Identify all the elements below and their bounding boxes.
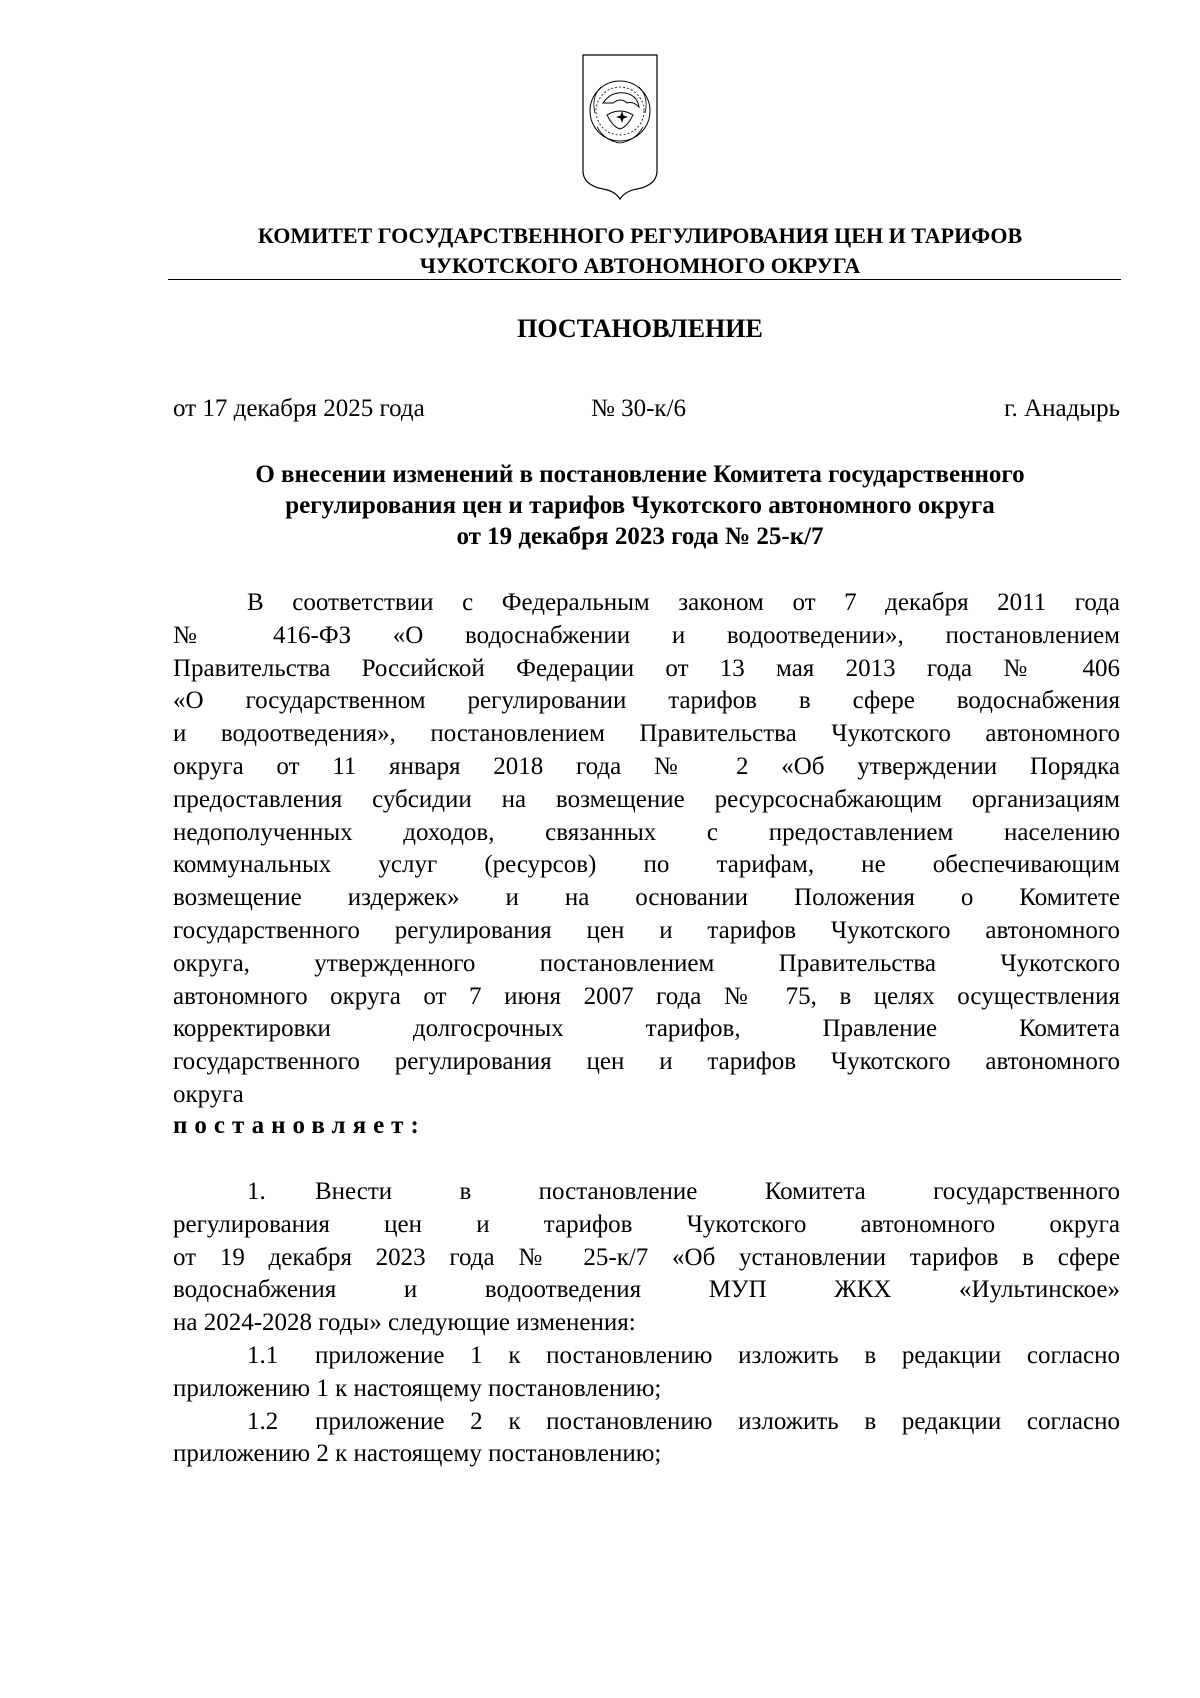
preamble-line: корректировки долгосрочных тарифов, Правление Комитета (173, 1015, 1120, 1043)
item-text: приложение 2 к постановлению изложить в редакции согласно (315, 1407, 1120, 1435)
item-line (173, 1406, 1120, 1439)
item-1-1 (173, 1340, 1120, 1406)
preamble-line: № 416-ФЗ «О водоснабжении и водоотведении», постановлением (173, 621, 1120, 649)
preamble-line: предоставления субсидии на возмещение ресурсоснабжающим организациям (173, 785, 1120, 813)
item-1-2 (173, 1406, 1120, 1472)
preamble-line: недополученных доходов, связанных с предоставлением населению (173, 818, 1120, 846)
item-line (173, 1176, 1120, 1209)
document-date: от 17 декабря 2025 года (173, 395, 425, 422)
item-line: от 19 декабря 2023 года № 25-к/7 «Об установлении тарифов в сфере (173, 1243, 1120, 1271)
item-line: приложению 2 к настоящему постановлению; (173, 1440, 662, 1468)
document-type-title: ПОСТАНОВЛЕНИЕ (517, 314, 763, 343)
coat-of-arms-emblem (581, 53, 659, 201)
preamble-line: В соответствии с Федеральным законом от 7 декабря 2011 года (247, 589, 1120, 616)
header-divider (168, 279, 1121, 280)
preamble-line: округа от 11 января 2018 года № 2 «Об утверждении Порядка (173, 752, 1120, 780)
document-subject (160, 459, 1120, 552)
item-text: Внести в постановление Комитета государственного (315, 1178, 1120, 1205)
preamble-line: государственного регулирования цен и тарифов Чукотского автономного (173, 1048, 1120, 1076)
preamble-line: коммунальных услуг (ресурсов) по тарифам, не обеспечивающим (173, 851, 1120, 879)
resolution-items (173, 1176, 1120, 1471)
document-number: № 30-к/6 (591, 395, 687, 422)
preamble-line: возмещение издержек» и на основании Положения о Комитете (173, 884, 1120, 912)
item-number: 1. (247, 1178, 266, 1205)
item-number: 1.2 (247, 1407, 279, 1435)
preamble-line: автономного округа от 7 июня 2007 года № 75, в целях осуществления (173, 982, 1120, 1010)
document-city: г. Анадырь (1004, 395, 1120, 422)
item-line (173, 1340, 1120, 1373)
item-number: 1.1 (247, 1341, 279, 1369)
item-line: водоснабжения и водоотведения МУП ЖКХ «Иультинское» (173, 1276, 1120, 1304)
preamble-line: округа (173, 1080, 244, 1108)
issuer-line-2: ЧУКОТСКОГО АВТОНОМНОГО ОКРУГА (419, 253, 861, 278)
subject-line-2: регулирования цен и тарифов Чукотского автономного округа (285, 492, 995, 519)
item-line: приложению 1 к настоящему постановлению; (173, 1374, 662, 1402)
subject-line-3: от 19 декабря 2023 года № 25-к/7 (456, 523, 824, 550)
preamble-line: «О государственном регулировании тарифов в сфере водоснабжения (173, 687, 1120, 715)
issuer-name (160, 221, 1120, 281)
preamble-line: и водоотведения», постановлением Правительства Чукотского автономного (173, 720, 1120, 748)
preamble-line: государственного регулирования цен и тарифов Чукотского автономного (173, 916, 1120, 944)
preamble-line: округа, утвержденного постановлением Правительства Чукотского (173, 949, 1120, 977)
issuer-line-1: КОМИТЕТ ГОСУДАРСТВЕННОГО РЕГУЛИРОВАНИЯ ЦЕН И ТАРИФОВ (257, 223, 1023, 248)
item-line: на 2024-2028 годы» следующие изменения: (173, 1309, 636, 1337)
preamble-paragraph (173, 587, 1120, 1112)
resolution-word: постановляет: (173, 1112, 426, 1139)
item-line: регулирования цен и тарифов Чукотского автономного округа (173, 1210, 1120, 1238)
item-text: приложение 1 к постановлению изложить в редакции согласно (315, 1341, 1120, 1369)
subject-line-1: О внесении изменений в постановление Комитета государственного (255, 461, 1025, 488)
item-1 (173, 1176, 1120, 1340)
preamble-line: Правительства Российской Федерации от 13 мая 2013 года № 406 (173, 654, 1120, 682)
